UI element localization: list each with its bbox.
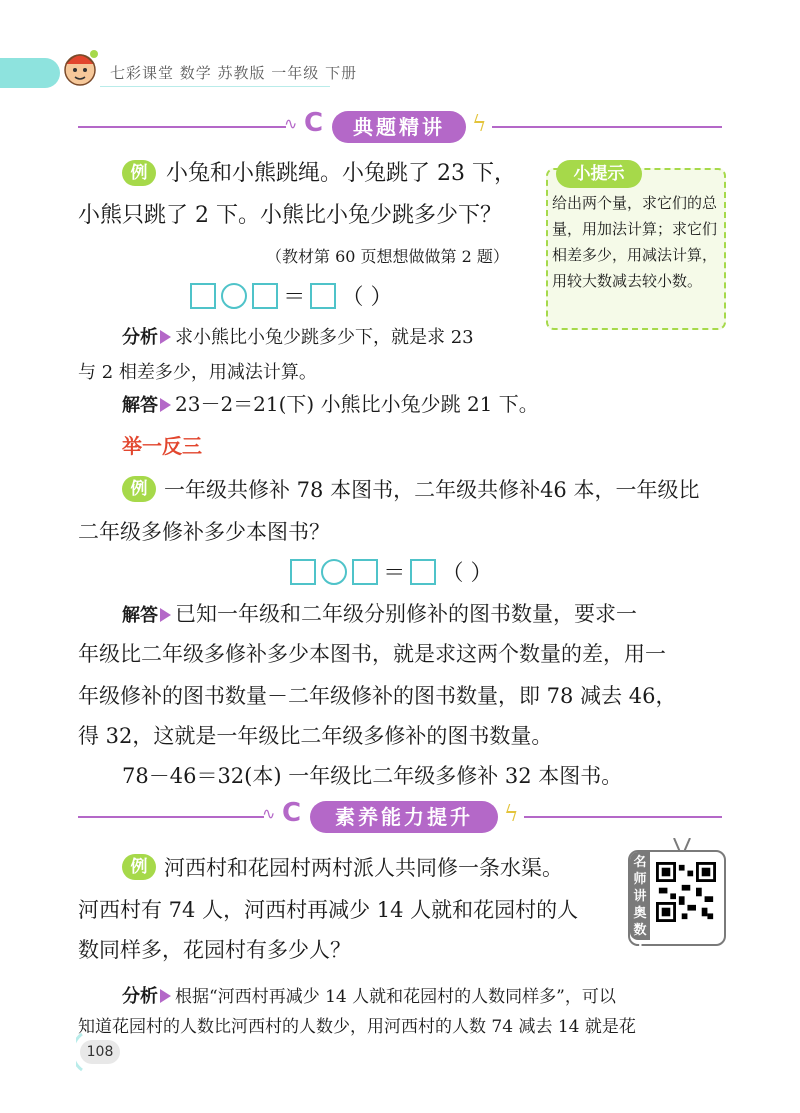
blank-box: [310, 283, 336, 309]
section-line-right: [492, 126, 722, 128]
practice-answer-line5: 78－46＝32(本) 一年级比二年级多修补 32 本图书。: [122, 764, 623, 788]
section-line-left: [78, 816, 264, 818]
example2-line1: 河西村和花园村两村派人共同修一条水渠。: [164, 856, 563, 880]
answer-row-1: 解答 23－2＝21(下) 小熊比小兔少跳 21 下。: [122, 392, 539, 416]
qr-code-icon[interactable]: [656, 862, 716, 922]
header-divider: [100, 86, 330, 87]
example2-line3: 数同样多，花园村有多少人？: [78, 938, 351, 962]
practice-answer-line2: 年级比二年级多修补多少本图书，就是求这两个数量的差，用一: [78, 642, 666, 666]
practice-line1: 一年级共修补 78 本图书，二年级共修补46 本，一年级比: [164, 478, 700, 502]
example1-line2: 小熊只跳了 2 下。小熊比小兔少跳多少下？: [78, 203, 502, 228]
practice-answer-line3: 年级修补的图书数量－二年级修补的图书数量，即 78 减去 46，: [78, 684, 677, 708]
triangle-icon: [160, 330, 171, 344]
triangle-icon: [160, 989, 171, 1003]
section-line-left: [78, 126, 286, 128]
bolt-icon: ϟ: [472, 112, 487, 137]
practice-heading: 举一反三: [122, 434, 202, 458]
blank-box: [190, 283, 216, 309]
section-line-right: [524, 816, 722, 818]
example-badge: 例: [122, 854, 156, 880]
analysis-row-2: 分析 根据“河西村再减少 14 人就和花园村的人数同样多”，可以: [122, 986, 616, 1007]
example-badge: 例: [122, 160, 156, 186]
blank-box: [290, 559, 316, 585]
practice-answer-row: 解答 已知一年级和二年级分别修补的图书数量，要求一: [122, 602, 637, 626]
analysis-row-1: 分析 求小熊比小兔少跳多少下，就是求 23: [122, 327, 474, 348]
header-title: 七彩课堂 数学 苏教版 一年级 下册: [110, 64, 358, 82]
blank-box: [252, 283, 278, 309]
practice-answer-line4: 得 32，这就是一年级比二年级多修补的图书数量。: [78, 724, 553, 748]
qr-side-label: 名师讲奥数17: [630, 852, 650, 940]
wave-icon: ∿: [262, 804, 276, 823]
blank-box: [352, 559, 378, 585]
bolt-icon: ϟ: [504, 802, 519, 827]
section-title-dianti: 典题精讲: [332, 111, 466, 143]
c-icon: C: [282, 798, 302, 828]
analysis2-line2: 知道花园村的人数比河西村的人数少，用河西村的人数 74 减去 14 就是花: [78, 1017, 636, 1037]
equation-template-2: ＝ （ ）: [290, 556, 492, 587]
mascot-icon: [58, 44, 102, 88]
example1-line1: 小兔和小熊跳绳。小兔跳了 23 下，: [166, 161, 516, 186]
analysis-line2: 与 2 相差多少，用减法计算。: [78, 362, 317, 383]
example1-source: （教材第 60 页想想做做第 2 题）: [266, 247, 509, 266]
c-icon: C: [304, 108, 324, 138]
wave-icon: ∿: [284, 114, 298, 133]
tip-title: 小提示: [556, 160, 642, 188]
header-tab: [0, 58, 60, 88]
example-badge: 例: [122, 476, 156, 502]
blank-circle: [221, 283, 247, 309]
triangle-icon: [160, 398, 171, 412]
blank-circle: [321, 559, 347, 585]
tip-text: 给出两个量，求它们的总量，用加法计算；求它们相差多少，用减法计算，用较大数减去较小数。: [552, 194, 718, 290]
section-title-suyang: 素养能力提升: [310, 801, 498, 833]
page-number: 108: [80, 1040, 120, 1064]
blank-box: [410, 559, 436, 585]
example2-line2: 河西村有 74 人，河西村再减少 14 人就和花园村的人: [78, 898, 579, 922]
practice-line2: 二年级多修补多少本图书？: [78, 520, 330, 544]
triangle-icon: [160, 608, 171, 622]
equation-template-1: ＝ （ ）: [190, 280, 392, 311]
